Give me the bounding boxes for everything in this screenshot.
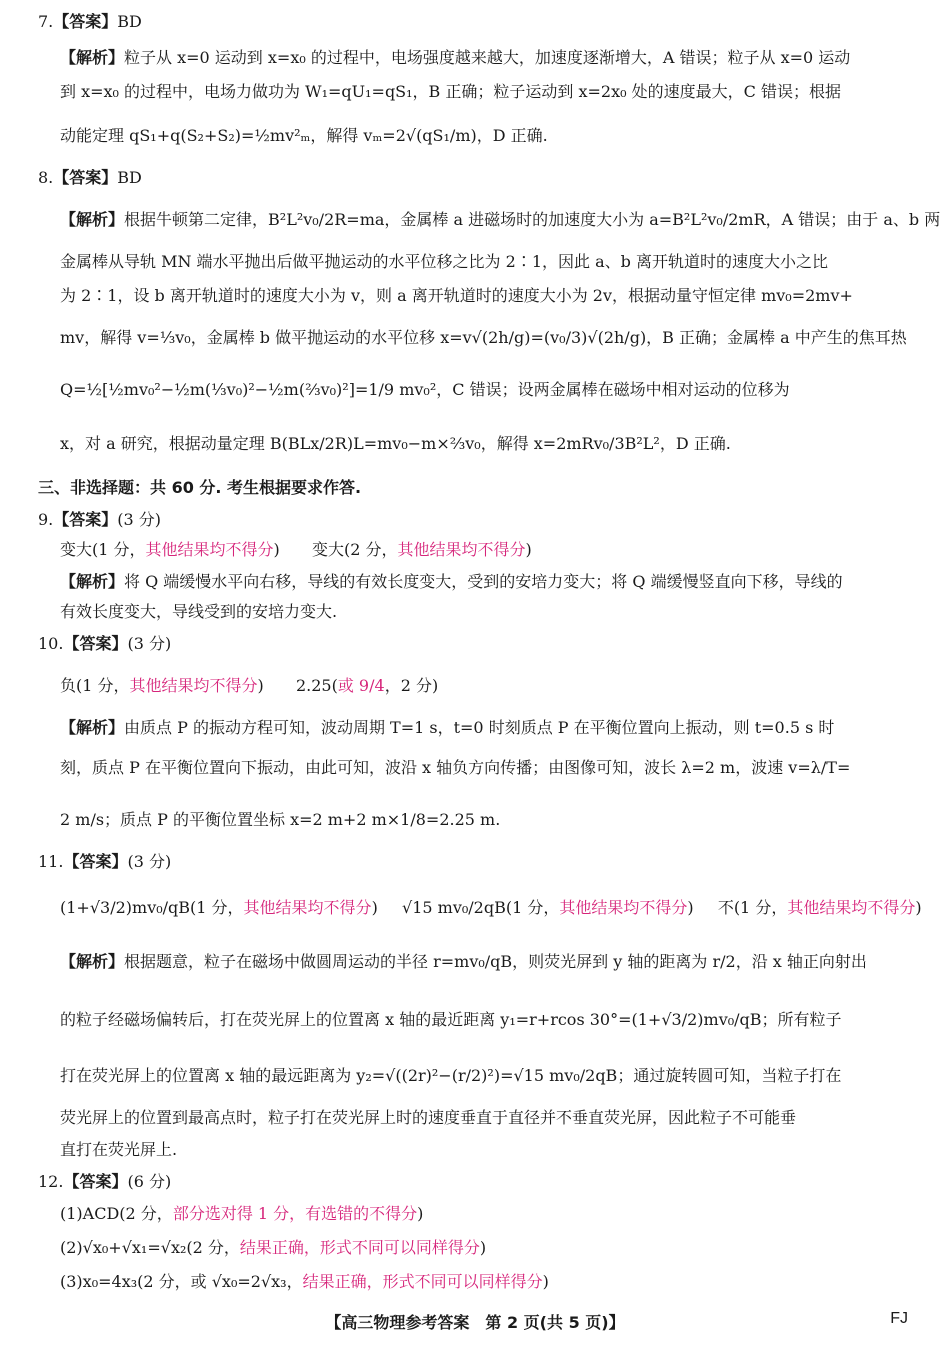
q8-analysis-line-5: Q=½[½mv₀²−½m(⅓v₀)²−½m(⅔v₀)²]=1/9 mv₀²，C 错误；设两金属棒在磁场中相对运动的位移为 — [60, 380, 790, 399]
q8-analysis-line-3: 为 2∶1，设 b 离开轨道时的速度大小为 v，则 a 离开轨道时的速度大小为 2v，根据动量守恒定律 mv₀=2mv+ — [60, 286, 853, 305]
answer-tag: 【答案】 — [53, 12, 118, 31]
q8-answer: BD — [117, 168, 142, 187]
q7-analysis-line-3: 动能定理 qS₁+q(S₂+S₂)=½mv²ₘ，解得 vₘ=2√(qS₁/m)，D 正确. — [60, 126, 548, 145]
q8-analysis-line-2: 金属棒从导轨 MN 端水平抛出后做平抛运动的水平位移之比为 2∶1，因此 a、b 离开轨道时的速度大小之比 — [60, 252, 828, 271]
q7-analysis-line-1: 【解析】粒子从 x=0 运动到 x=x₀ 的过程中，电场强度越来越大，加速度逐渐增大，A 错误；粒子从 x=0 运动 — [60, 48, 851, 67]
q11-answer-line — [38, 850, 910, 874]
q8-number: 8. — [38, 168, 54, 187]
q10-score: (3 分) — [127, 634, 172, 653]
section-heading: 三、非选择题：共 60 分. 考生根据要求作答. — [38, 478, 362, 497]
q11-number: 11. — [38, 852, 64, 871]
answer-tag: 【答案】 — [53, 510, 118, 529]
q10-answers: 负(1 分，其他结果均不得分) 2.25(或 9/4，2 分) — [60, 676, 439, 695]
q9-answers: 变大(1 分，其他结果均不得分) 变大(2 分，其他结果均不得分) — [60, 540, 532, 559]
q8-analysis-line-4: mv，解得 v=⅓v₀，金属棒 b 做平抛运动的水平位移 x=v√(2h/g)=(v₀/3)√(2h/g)，B 正确；金属棒 a 中产生的焦耳热 — [60, 328, 907, 347]
analysis-tag: 【解析】 — [60, 210, 125, 229]
q7-answer: BD — [117, 12, 142, 31]
q8-analysis-line-6: x，对 a 研究，根据动量定理 B(BLx/2R)L=mv₀−m×⅔v₀，解得 x=2mRv₀/3B²L²，D 正确. — [60, 434, 731, 453]
q8-analysis-line-1: 【解析】根据牛顿第二定律，B²L²v₀/2R=ma，金属棒 a 进磁场时的加速度大小为 a=B²L²v₀/2mR，A 错误；由于 a、b 两 — [60, 210, 941, 229]
q7-answer-line — [38, 10, 910, 34]
q11-analysis-line-2: 的粒子经磁场偏转后，打在荧光屏上的位置离 x 轴的最近距离 y₁=r+rcos 30°=(1+√3/2)mv₀/qB；所有粒子 — [60, 1010, 842, 1029]
q12-item-3: (3)x₀=4x₃(2 分，或 √x₀=2√x₃，结果正确，形式不同可以同样得分) — [60, 1272, 549, 1291]
q10-analysis-line-1: 【解析】由质点 P 的振动方程可知，波动周期 T=1 s，t=0 时刻质点 P 在平衡位置向上振动，则 t=0.5 s 时 — [60, 718, 835, 737]
q7-analysis-line-2: 到 x=x₀ 的过程中，电场力做功为 W₁=qU₁=qS₁，B 正确；粒子运动到 x=2x₀ 处的速度最大，C 错误；根据 — [60, 82, 841, 101]
q10-analysis-line-2: 刻，质点 P 在平衡位置向下振动，由此可知，波沿 x 轴负方向传播；由图像可知，波长 λ=2 m，波速 v=λ/T= — [60, 758, 851, 777]
q12-number: 12. — [38, 1172, 64, 1191]
scoring-note: 其他结果均不得分 — [787, 898, 916, 917]
q12-item-1: (1)ACD(2 分，部分选对得 1 分，有选错的不得分) — [60, 1204, 424, 1223]
answer-tag: 【答案】 — [63, 852, 128, 871]
scoring-note: 其他结果均不得分 — [559, 898, 688, 917]
q10-number: 10. — [38, 634, 64, 653]
q12-item-2: (2)√x₀+√x₁=√x₂(2 分，结果正确，形式不同可以同样得分) — [60, 1238, 487, 1257]
q12-answer-line — [38, 1170, 910, 1194]
page-footer: 【高三物理参考答案 第 2 页(共 5 页)】 — [325, 1313, 625, 1332]
q10-answer-line — [38, 632, 910, 656]
analysis-tag: 【解析】 — [60, 572, 125, 591]
answer-tag: 【答案】 — [63, 1172, 128, 1191]
q11-analysis-line-4: 荧光屏上的位置到最高点时，粒子打在荧光屏上时的速度垂直于直径并不垂直荧光屏，因此粒子不可能垂 — [60, 1108, 797, 1127]
analysis-tag: 【解析】 — [60, 718, 125, 737]
scoring-note: 或 9/4 — [337, 676, 385, 695]
q9-number: 9. — [38, 510, 54, 529]
q11-analysis-line-1: 【解析】根据题意，粒子在磁场中做圆周运动的半径 r=mv₀/qB，则荧光屏到 y 轴的距离为 r/2，沿 x 轴正向射出 — [60, 952, 867, 971]
q7-number: 7. — [38, 12, 54, 31]
scoring-note: 其他结果均不得分 — [145, 540, 274, 559]
scoring-note: 其他结果均不得分 — [397, 540, 526, 559]
analysis-tag: 【解析】 — [60, 952, 125, 971]
answer-tag: 【答案】 — [53, 168, 118, 187]
q10-analysis-line-3: 2 m/s；质点 P 的平衡位置坐标 x=2 m+2 m×1/8=2.25 m. — [60, 810, 501, 829]
analysis-tag: 【解析】 — [60, 48, 125, 67]
scoring-note: 其他结果均不得分 — [129, 676, 258, 695]
region-code: FJ — [890, 1310, 908, 1327]
q11-analysis-line-5: 直打在荧光屏上. — [60, 1140, 178, 1159]
scoring-note: 部分选对得 1 分，有选错的不得分 — [172, 1204, 418, 1223]
q12-score: (6 分) — [127, 1172, 172, 1191]
q11-score: (3 分) — [127, 852, 172, 871]
scoring-note: 结果正确，形式不同可以同样得分 — [302, 1272, 543, 1291]
q11-answers: (1+√3/2)mv₀/qB(1 分，其他结果均不得分) √15 mv₀/2qB(1 分，其他结果均不得分) 不(1 分，其他结果均不得分) — [60, 898, 922, 917]
scoring-note: 结果正确，形式不同可以同样得分 — [239, 1238, 480, 1257]
scoring-note: 其他结果均不得分 — [243, 898, 372, 917]
q11-analysis-line-3: 打在荧光屏上的位置离 x 轴的最远距离为 y₂=√((2r)²−(r/2)²)=√15 mv₀/2qB；通过旋转圆可知，当粒子打在 — [60, 1066, 842, 1085]
q9-analysis-line-1: 【解析】将 Q 端缓慢水平向右移，导线的有效长度变大，受到的安培力变大；将 Q 端缓慢竖直向下移，导线的 — [60, 572, 843, 591]
q8-answer-line — [38, 166, 910, 190]
q9-answer-line — [38, 508, 910, 532]
answer-tag: 【答案】 — [63, 634, 128, 653]
q9-analysis-line-2: 有效长度变大，导线受到的安培力变大. — [60, 602, 338, 621]
q9-score: (3 分) — [117, 510, 162, 529]
